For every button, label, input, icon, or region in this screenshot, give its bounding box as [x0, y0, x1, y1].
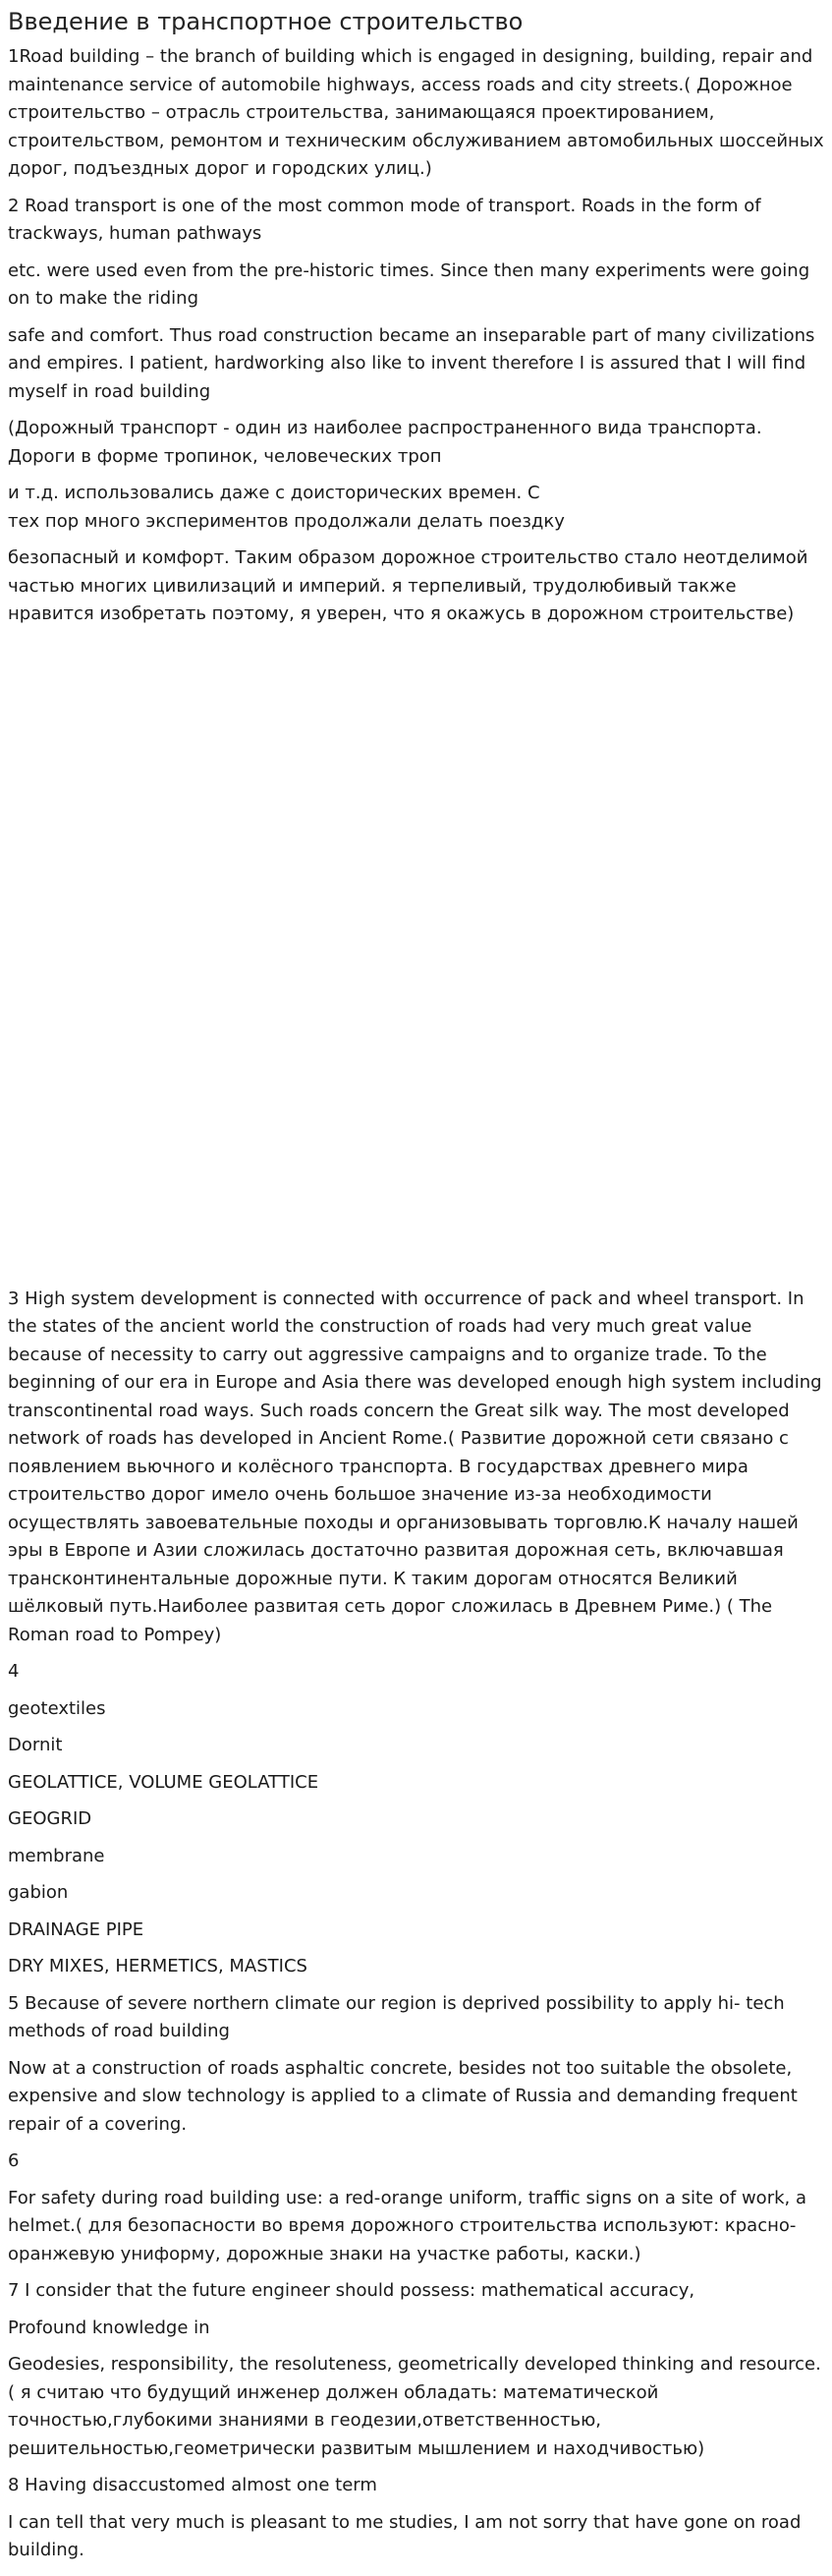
list-item: DRY MIXES, HERMETICS, MASTICS [8, 1956, 307, 1976]
paragraph-12: 7 I consider that the future engineer should possess: mathematical accuracy, [8, 2280, 695, 2301]
list-item: DRAINAGE PIPE [8, 1918, 144, 1940]
paragraph-13: Profound knowledge in [8, 2317, 210, 2338]
list-item: GEOGRID [8, 1808, 92, 1829]
paragraph-1: 1Road building – the branch of building which is engaged in designing, building, repair and maintenance service of automobile highways, access roads and city streets.( Дорожное строительство – отрасль строительства, занимающаяся проектированием, строительством, ремонтом и техническим обслуживанием автомобильных шоссейных дорог, подъездных дорог и городских улиц.) [8, 46, 824, 179]
paragraph-14: Geodesies, responsibility, the resoluteness, geometrically developed thinking and resource.( я считаю что будущий инженер должен обладать: математической точностью,глубокими знаниями в геодезии,ответственностью, решительностью,геометрически развитым мышлением и находчивостью) [8, 2354, 821, 2459]
list-item: GEOLATTICE, VOLUME GEOLATTICE [8, 1771, 319, 1793]
list-item: membrane [8, 1845, 105, 1866]
paragraph-11: For safety during road building use: a red-orange uniform, traffic signs on a site of work, a helmet.( для безопасности во время дорожного строительства используют: красно-оранжевую униформу, дорожные знаки на участке работы, каски.) [8, 2187, 806, 2264]
paragraph-3: etc. were used even from the pre-historic times. Since then many experiments were going on to make the riding [8, 259, 810, 309]
paragraph-7: безопасный и комфорт. Таким образом дорожное строительство стало неотделимой частью многих цивилизаций и империй. я терпеливый, трудолюбивый также нравится изобретать поэтому, я уверен, что я окажусь в дорожном строительстве) [8, 547, 808, 624]
section-number-4: 4 [8, 1661, 20, 1682]
paragraph-6: и т.д. использовались даже с доисторических времен. С тех пор много экспериментов продолжали делать поездку [8, 483, 565, 532]
paragraph-9: 5 Because of severe northern climate our region is deprived possibility to apply hi- tech methods of road building [8, 1992, 785, 2041]
paragraph-10: Now at a construction of roads asphaltic concrete, besides not too suitable the obsolete, expensive and slow technology is applied to a climate of Russia and demanding frequent repair of a covering. [8, 2057, 798, 2135]
paragraph-8: 3 High system development is connected with occurrence of pack and wheel transport. In the states of the ancient world the construction of roads had very much great value because of necessity to carry out aggressive campaigns and to organize trade. To the beginning of our era in Europe and Asia there was developed enough high system including transcontinental road ways. Such roads concern the Great silk way. The most developed network of roads has developed in Ancient Rome.( Развитие дорожной сети связано с появлением вьючного и колёсного транспорта. В государствах древнего мира строительство дорог имело очень большое значение из-за необходимости осуществлять завоевательные походы и организовывать торговлю.К началу нашей эры в Европе и Азии сложилась достаточно развитая дорожная сеть, включавшая трансконтинентальные дорожные пути. К таким дорогам относятся Великий шёлковый путь.Наиболее развитая сеть дорог сложилась в Древнем Риме.) ( The Roman road to Pompey) [8, 1288, 822, 1645]
paragraph-15: 8 Having disaccustomed almost one term [8, 2475, 377, 2495]
list-item: gabion [8, 1882, 69, 1903]
paragraph-2: 2 Road transport is one of the most common mode of transport. Roads in the form of trackways, human pathways [8, 195, 761, 244]
paragraph-5: (Дорожный транспорт - один из наиболее распространенного вида транспорта. Дороги в форме тропинок, человеческих троп [8, 418, 762, 467]
section-number-6: 6 [8, 2150, 20, 2171]
paragraph-16: I can tell that very much is pleasant to me studies, I am not sorry that have gone on road building. [8, 2511, 802, 2560]
blank-area [8, 638, 824, 1286]
page-title: Введение в транспортное строительство [8, 8, 524, 35]
list-item: geotextiles [8, 1697, 106, 1719]
list-item: Dornit [8, 1735, 63, 1755]
paragraph-4: safe and comfort. Thus road construction became an inseparable part of many civilizations and empires. I patient, hardworking also like to invent therefore I is assured that I will find myself in road building [8, 324, 815, 402]
